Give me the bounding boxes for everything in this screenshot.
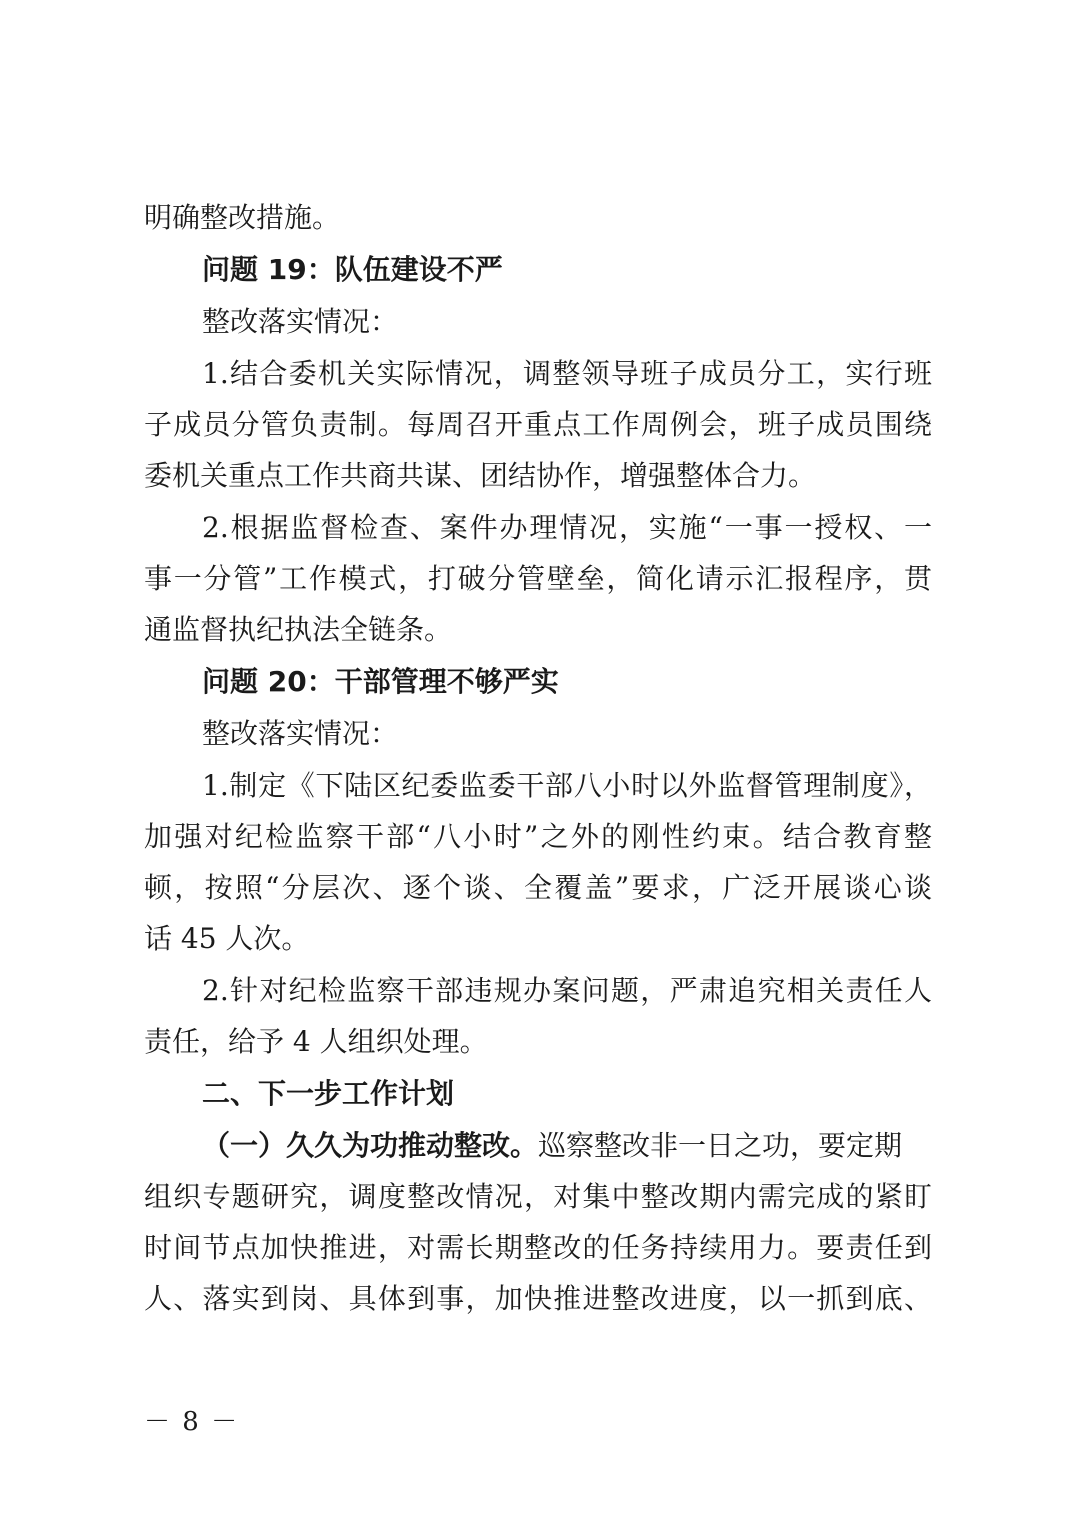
paragraph-line: 2.针对纪检监察干部违规办案问题，严肃追究相关责任人 bbox=[202, 974, 932, 1007]
paragraph-label: 整改落实情况： bbox=[202, 717, 399, 750]
paragraph-text: 巡察整改非一日之功，要定期 bbox=[538, 1129, 903, 1162]
paragraph-line: 人、落实到岗、具体到事，加快推进整改进度，以一抓到底、 bbox=[144, 1282, 932, 1315]
paragraph-line: 事一分管”工作模式，打破分管壁垒，简化请示汇报程序，贯 bbox=[144, 562, 932, 595]
paragraph-line: 顿，按照“分层次、逐个谈、全覆盖”要求，广泛开展谈心谈 bbox=[144, 871, 932, 904]
paragraph-line: 1.结合委机关实际情况，调整领导班子成员分工，实行班 bbox=[202, 357, 932, 390]
paragraph-line: 通监督执纪执法全链条。 bbox=[144, 613, 453, 646]
section-heading-problem-19: 问题 19：队伍建设不严 bbox=[202, 253, 503, 286]
section-heading-problem-20: 问题 20：干部管理不够严实 bbox=[202, 665, 559, 698]
section-heading-next-plan: 二、下一步工作计划 bbox=[202, 1077, 455, 1110]
paragraph-line: 时间节点加快推进，对需长期整改的任务持续用力。要责任到 bbox=[144, 1231, 932, 1264]
subsection-heading: （一）久久为功推动整改。 bbox=[202, 1129, 539, 1162]
paragraph-line bbox=[0, 1121, 1074, 1171]
paragraph-line: 明确整改措施。 bbox=[144, 201, 341, 234]
paragraph-line: 组织专题研究，调度整改情况，对集中整改期内需完成的紧盯 bbox=[144, 1180, 932, 1213]
paragraph-line: 子成员分管负责制。每周召开重点工作周例会，班子成员围绕 bbox=[144, 408, 932, 441]
paragraph-line: 1.制定《下陆区纪委监委干部八小时以外监督管理制度》， bbox=[202, 769, 932, 802]
paragraph-line: 话 45 人次。 bbox=[144, 922, 310, 955]
paragraph-line: 责任，给予 4 人组织处理。 bbox=[144, 1025, 488, 1058]
paragraph-label: 整改落实情况： bbox=[202, 305, 399, 338]
page-number: － 8 － bbox=[144, 1407, 240, 1437]
paragraph-line: 加强对纪检监察干部“八小时”之外的刚性约束。结合教育整 bbox=[144, 820, 932, 853]
paragraph-line: 委机关重点工作共商共谋、团结协作，增强整体合力。 bbox=[144, 459, 817, 492]
paragraph-line: 2.根据监督检查、案件办理情况，实施“一事一授权、一 bbox=[202, 511, 932, 544]
